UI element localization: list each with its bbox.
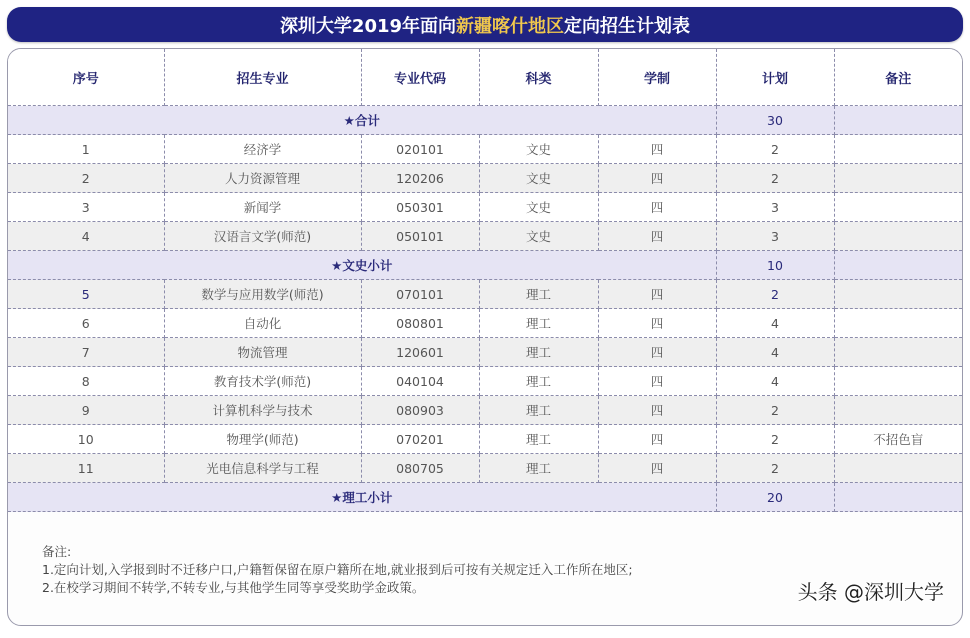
header-note: 备注	[834, 49, 962, 106]
cell-no: 8	[8, 367, 164, 396]
watermark: 头条 @深圳大学	[797, 580, 944, 604]
cell-major: 新闻学	[164, 193, 361, 222]
cell-no: 11	[8, 454, 164, 483]
cell-note	[834, 280, 962, 309]
cell-major: 汉语言文学(师范)	[164, 222, 361, 251]
cell-category: 理工	[479, 454, 598, 483]
cell-years: 四	[598, 193, 716, 222]
table-row	[8, 135, 962, 164]
cell-code: 020101	[361, 135, 479, 164]
cell-code: 070201	[361, 425, 479, 454]
cell-plan: 2	[716, 135, 834, 164]
cell-years: 四	[598, 135, 716, 164]
cell-no: 3	[8, 193, 164, 222]
summary-plan: 10	[716, 251, 834, 280]
summary-label: ★理工小计	[8, 483, 716, 512]
cell-plan: 2	[716, 425, 834, 454]
cell-code: 080903	[361, 396, 479, 425]
cell-major: 物流管理	[164, 338, 361, 367]
cell-plan: 2	[716, 164, 834, 193]
cell-years: 四	[598, 222, 716, 251]
table-row	[8, 193, 962, 222]
cell-note	[834, 193, 962, 222]
cell-category: 理工	[479, 425, 598, 454]
cell-no: 5	[8, 280, 164, 309]
note-item: 2.在校学习期间不转学,不转专业,与其他学生同等享受奖助学金政策。	[42, 580, 425, 595]
note-item: 1.定向计划,入学报到时不迁移户口,户籍暂保留在原户籍所在地,就业报到后可按有关规定迁入工作所在地区;	[42, 562, 633, 577]
cell-code: 080705	[361, 454, 479, 483]
summary-plan: 20	[716, 483, 834, 512]
header-category: 科类	[479, 49, 598, 106]
cell-years: 四	[598, 309, 716, 338]
summary-label: ★文史小计	[8, 251, 716, 280]
cell-no: 9	[8, 396, 164, 425]
table-row	[8, 164, 962, 193]
cell-category: 理工	[479, 280, 598, 309]
table-row	[8, 222, 962, 251]
cell-category: 理工	[479, 367, 598, 396]
cell-years: 四	[598, 280, 716, 309]
cell-plan: 3	[716, 193, 834, 222]
table-row	[8, 280, 962, 309]
cell-major: 经济学	[164, 135, 361, 164]
cell-category: 理工	[479, 309, 598, 338]
cell-plan: 4	[716, 309, 834, 338]
cell-no: 7	[8, 338, 164, 367]
header-code: 专业代码	[361, 49, 479, 106]
summary-note	[834, 483, 962, 512]
cell-category: 文史	[479, 135, 598, 164]
cell-code: 070101	[361, 280, 479, 309]
cell-note	[834, 222, 962, 251]
cell-major: 物理学(师范)	[164, 425, 361, 454]
table-row	[8, 309, 962, 338]
cell-years: 四	[598, 338, 716, 367]
cell-category: 文史	[479, 164, 598, 193]
cell-note: 不招色盲	[834, 425, 962, 454]
enrollment-plan-table	[8, 49, 962, 512]
cell-years: 四	[598, 164, 716, 193]
table-row	[8, 454, 962, 483]
title-suffix: 定向招生计划表	[564, 15, 691, 37]
cell-plan: 4	[716, 367, 834, 396]
cell-code: 120206	[361, 164, 479, 193]
cell-years: 四	[598, 396, 716, 425]
cell-note	[834, 454, 962, 483]
cell-major: 数学与应用数学(师范)	[164, 280, 361, 309]
arts-subtotal-row	[8, 251, 962, 280]
header-major: 招生专业	[164, 49, 361, 106]
table-row	[8, 425, 962, 454]
cell-note	[834, 309, 962, 338]
cell-code: 120601	[361, 338, 479, 367]
title-prefix: 深圳大学2019年面向	[279, 15, 457, 37]
table-title	[7, 7, 963, 42]
cell-plan: 2	[716, 396, 834, 425]
notes-heading: 备注:	[42, 544, 72, 559]
table-row	[8, 396, 962, 425]
cell-plan: 2	[716, 280, 834, 309]
cell-plan: 4	[716, 338, 834, 367]
cell-code: 040104	[361, 367, 479, 396]
cell-category: 理工	[479, 396, 598, 425]
summary-note	[834, 106, 962, 135]
summary-plan: 30	[716, 106, 834, 135]
notes-section	[42, 543, 633, 597]
cell-code: 050301	[361, 193, 479, 222]
header-years: 学制	[598, 49, 716, 106]
cell-note	[834, 135, 962, 164]
cell-category: 文史	[479, 193, 598, 222]
cell-major: 光电信息科学与工程	[164, 454, 361, 483]
cell-note	[834, 396, 962, 425]
cell-note	[834, 367, 962, 396]
plan-table-card	[7, 48, 963, 626]
cell-no: 6	[8, 309, 164, 338]
table-row	[8, 338, 962, 367]
cell-years: 四	[598, 454, 716, 483]
cell-major: 计算机科学与技术	[164, 396, 361, 425]
cell-no: 4	[8, 222, 164, 251]
cell-category: 理工	[479, 338, 598, 367]
cell-note	[834, 338, 962, 367]
cell-years: 四	[598, 367, 716, 396]
cell-plan: 2	[716, 454, 834, 483]
title-highlight: 新疆喀什地区	[456, 15, 565, 37]
table-row	[8, 367, 962, 396]
header-row	[8, 49, 962, 106]
cell-category: 文史	[479, 222, 598, 251]
cell-code: 080801	[361, 309, 479, 338]
cell-no: 2	[8, 164, 164, 193]
cell-major: 教育技术学(师范)	[164, 367, 361, 396]
cell-major: 人力资源管理	[164, 164, 361, 193]
header-plan: 计划	[716, 49, 834, 106]
total-row	[8, 106, 962, 135]
cell-years: 四	[598, 425, 716, 454]
summary-note	[834, 251, 962, 280]
cell-code: 050101	[361, 222, 479, 251]
header-no: 序号	[8, 49, 164, 106]
summary-label: ★合计	[8, 106, 716, 135]
cell-plan: 3	[716, 222, 834, 251]
cell-major: 自动化	[164, 309, 361, 338]
cell-no: 1	[8, 135, 164, 164]
sci-subtotal-row	[8, 483, 962, 512]
cell-no: 10	[8, 425, 164, 454]
cell-note	[834, 164, 962, 193]
